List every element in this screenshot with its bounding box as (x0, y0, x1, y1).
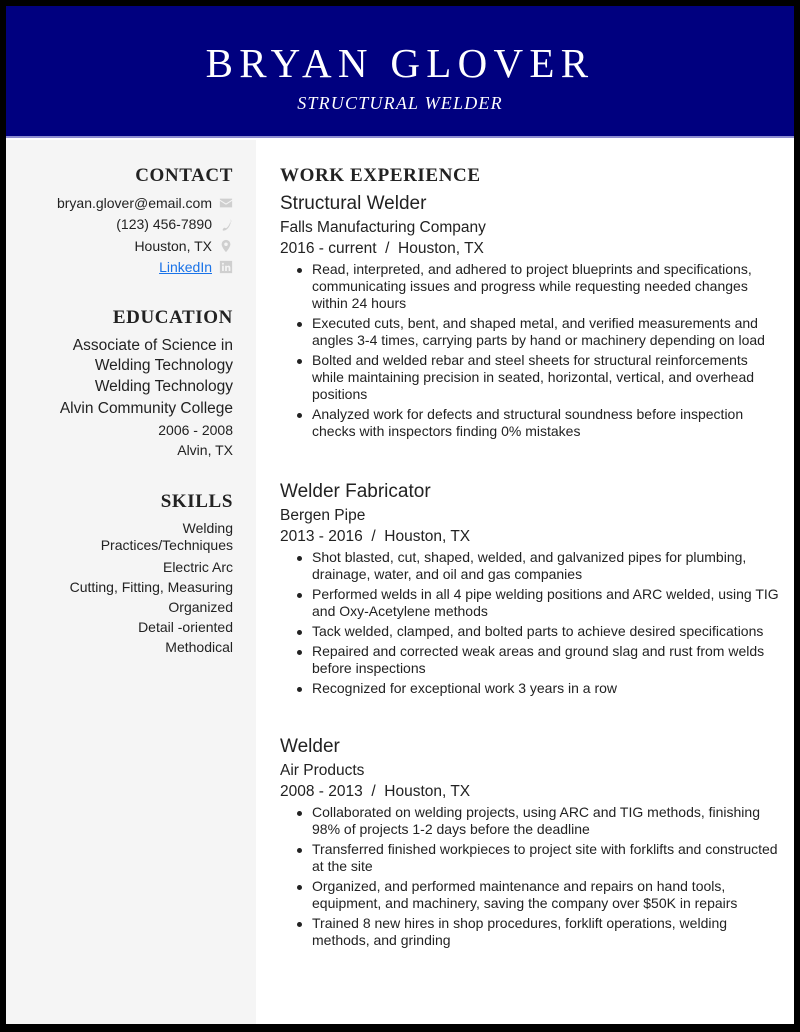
skill-item: Cutting, Fitting, Measuring (69, 579, 233, 595)
skill-item: Methodical (165, 639, 233, 655)
job-bullet: Executed cuts, bent, and shaped metal, and verified measurements and angles 3-4 times, carrying parts by hand or machinery depending on load (280, 315, 780, 349)
job-bullet: Recognized for exceptional work 3 years in a row (280, 680, 780, 697)
education-section (6, 306, 233, 460)
job-dates-location: 2016 - current / Houston, TX (280, 240, 484, 257)
envelope-icon (219, 196, 233, 210)
education-location: Alvin, TX (177, 442, 233, 458)
resume-page (6, 6, 794, 1024)
job-bullets (280, 261, 780, 440)
job-company: Bergen Pipe (280, 507, 366, 524)
job-entry (280, 480, 780, 700)
job-company: Falls Manufacturing Company (280, 219, 486, 236)
education-degree-line2: Welding Technology (94, 357, 233, 374)
job-bullet: Transferred finished workpieces to project site with forklifts and constructed at the site (280, 841, 780, 875)
skills-heading: SKILLS (160, 491, 233, 512)
phone-text[interactable]: (123) 456-7890 (116, 216, 212, 233)
skill-item: Electric Arc (162, 559, 233, 575)
phone-icon (219, 217, 233, 231)
job-entry (280, 735, 780, 952)
contact-heading: CONTACT (135, 165, 233, 186)
linkedin-link[interactable]: LinkedIn (159, 259, 212, 276)
job-bullet: Trained 8 new hires in shop procedures, forklift operations, welding methods, and grinding (280, 915, 780, 949)
job-bullets (280, 549, 780, 697)
contact-location (6, 235, 233, 257)
contact-linkedin (6, 257, 233, 279)
job-title: Welder Fabricator (280, 481, 431, 502)
job-dates-location: 2008 - 2013 / Houston, TX (280, 783, 471, 800)
candidate-name: BRYAN GLOVER (205, 40, 595, 86)
job-bullet: Read, interpreted, and adhered to project blueprints and specifications, communicating issues and progress while requesting needed changes within 24 hours (280, 261, 780, 312)
job-bullet: Analyzed work for defects and structural soundness before inspection checks with inspectors finding 0% mistakes (280, 406, 780, 440)
job-bullet: Bolted and welded rebar and steel sheets for structural reinforcements while maintaining precision in seated, horizontal, vertical, and overhead positions (280, 352, 780, 403)
education-dates: 2006 - 2008 (158, 422, 233, 438)
job-bullet: Shot blasted, cut, shaped, welded, and galvanized pipes for plumbing, drainage, water, and oil and gas companies (280, 549, 780, 583)
job-entry (280, 192, 780, 443)
skill-item: Detail -oriented (138, 619, 233, 635)
skill-item: Organized (168, 599, 233, 615)
job-title: Welder (280, 736, 340, 757)
job-bullet: Performed welds in all 4 pipe welding positions and ARC welded, using TIG and Oxy-Acetylene methods (280, 586, 780, 620)
resume-header (6, 6, 794, 138)
contact-email (6, 192, 233, 214)
job-bullet: Tack welded, clamped, and bolted parts to achieve desired specifications (280, 623, 780, 640)
job-title: Structural Welder (280, 193, 427, 214)
job-company: Air Products (280, 762, 365, 779)
education-major: Welding Technology (94, 378, 233, 395)
candidate-title: STRUCTURAL WELDER (297, 93, 503, 113)
education-heading: EDUCATION (112, 307, 233, 328)
education-school: Alvin Community College (59, 400, 233, 417)
location-text: Houston, TX (134, 237, 212, 254)
sidebar (6, 140, 256, 1024)
job-dates-location: 2013 - 2016 / Houston, TX (280, 528, 471, 545)
work-experience-heading: WORK EXPERIENCE (280, 165, 481, 186)
education-degree-line1: Associate of Science in (72, 337, 233, 354)
skills-section (6, 490, 233, 657)
email-text[interactable]: bryan.glover@email.com (56, 194, 212, 211)
job-bullet: Repaired and corrected weak areas and ground slag and rust from welds before inspections (280, 643, 780, 677)
job-bullets (280, 804, 780, 949)
contact-phone (6, 214, 233, 236)
skill-item: Welding Practices/Techniques (100, 520, 233, 553)
linkedin-icon (219, 260, 233, 274)
map-pin-icon (219, 239, 233, 253)
job-bullet: Collaborated on welding projects, using ARC and TIG methods, finishing 98% of projects 1-2 days before the deadline (280, 804, 780, 838)
contact-section (6, 164, 233, 278)
job-bullet: Organized, and performed maintenance and repairs on hand tools, equipment, and machinery, saving the company over $50K in repairs (280, 878, 780, 912)
